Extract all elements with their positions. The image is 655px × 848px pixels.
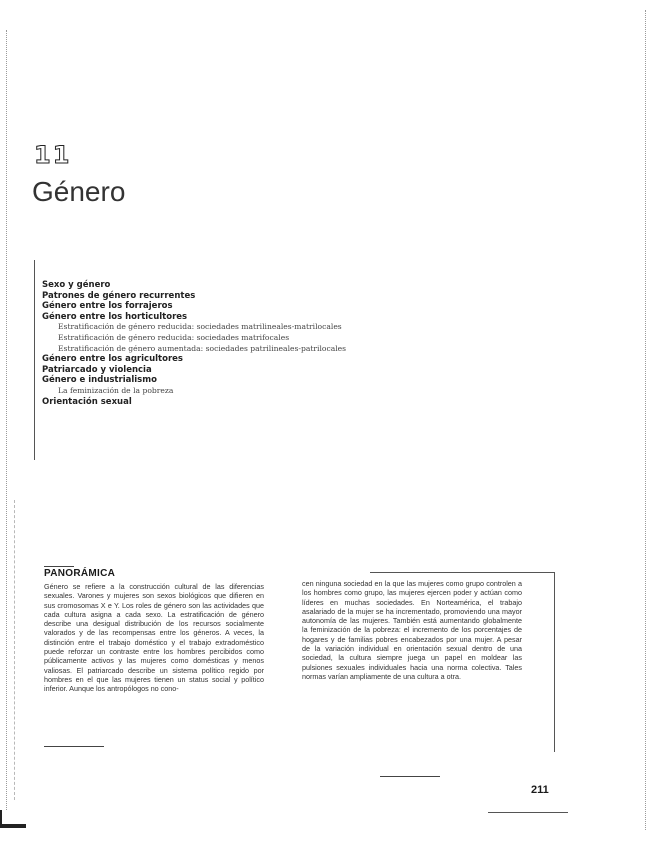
toc-item: Género e industrialismo <box>42 375 157 386</box>
toc-subitem: Estratificación de género aumentada: sociedades patrilineales-patrilocales <box>58 343 347 353</box>
toc-item: Patrones de género recurrentes <box>42 290 196 301</box>
scan-edge-left <box>6 30 8 810</box>
toc-subitem: Estratificación de género reducida: sociedades matrifocales <box>58 332 290 342</box>
toc-item: Género entre los agricultores <box>42 354 183 365</box>
overview-title: PANORÁMICA <box>44 568 116 579</box>
scan-edge-left-inner <box>14 500 16 800</box>
page-number: 211 <box>531 784 549 796</box>
chapter-title: Género <box>32 176 126 207</box>
toc-item: Género entre los horticultores <box>42 311 188 322</box>
overview-left-bottom-rule <box>44 746 104 747</box>
page-number-rule <box>488 812 568 813</box>
table-of-contents <box>42 280 402 407</box>
chapter-number: 11 <box>34 141 72 169</box>
toc-item: Patriarcado y violencia <box>42 364 152 375</box>
toc-subitem: La feminización de la pobreza <box>58 385 174 395</box>
toc-subitem: Estratificación de género reducida: sociedades matrilineales-matrilocales <box>58 322 342 332</box>
scan-edge-right <box>645 10 647 830</box>
toc-item: Orientación sexual <box>42 396 132 407</box>
overview-top-rule <box>44 566 74 567</box>
toc-rule <box>34 260 35 460</box>
overview-right-bottom-rule <box>380 776 440 777</box>
overview-text-left: Género se refiere a la construcción cultural de las diferencias sexuales. Varones y mujeres son sexos biológicos que difieren en sus cromosomas X e Y. Los roles de género son las actividades que cada cultura asigna a cada sexo. La estratificación de género describe una desigual distribución de los recursos socialmente valorados y de las recompensas entre los géneros. A veces, la distinción entre el trabajo doméstico y el trabajo extradoméstico puede reforzar un contraste entre los hombres percibidos como públicamente activos y las mujeres como domésticas y menos valiosas. El patriarcado describe un sistema político regido por hombres en el que las mujeres tienen un status social y político inferior. Aunque los antropólogos no cono- <box>44 582 264 694</box>
scan-corner-mark <box>0 810 26 828</box>
overview-text-right: cen ninguna sociedad en la que las mujeres como grupo controlen a los hombres como grupo, las mujeres ejercen poder y actúan como líderes en muchas sociedades. En Norteamérica, el trabajo asalariado de la mujer se ha incrementado, promoviendo una mayor autonomía de las mujeres. También está aumentando globalmente la feminización de la pobreza: el incremento de los porcentajes de hogares y de familias pobres encabezados por una mujer. A pesar de la variación individual en orientación sexual dentro de una sociedad, la cultura siempre juega un papel en moldear las pulsiones sexuales individuales hacia una norma colectiva. Tales normas varían ampliamente de una cultura a otra. <box>302 579 522 681</box>
overview-box-top-rule <box>370 572 555 573</box>
toc-item: Sexo y género <box>42 280 111 290</box>
overview-box-right-rule <box>554 572 555 752</box>
toc-item: Género entre los forrajeros <box>42 301 173 312</box>
